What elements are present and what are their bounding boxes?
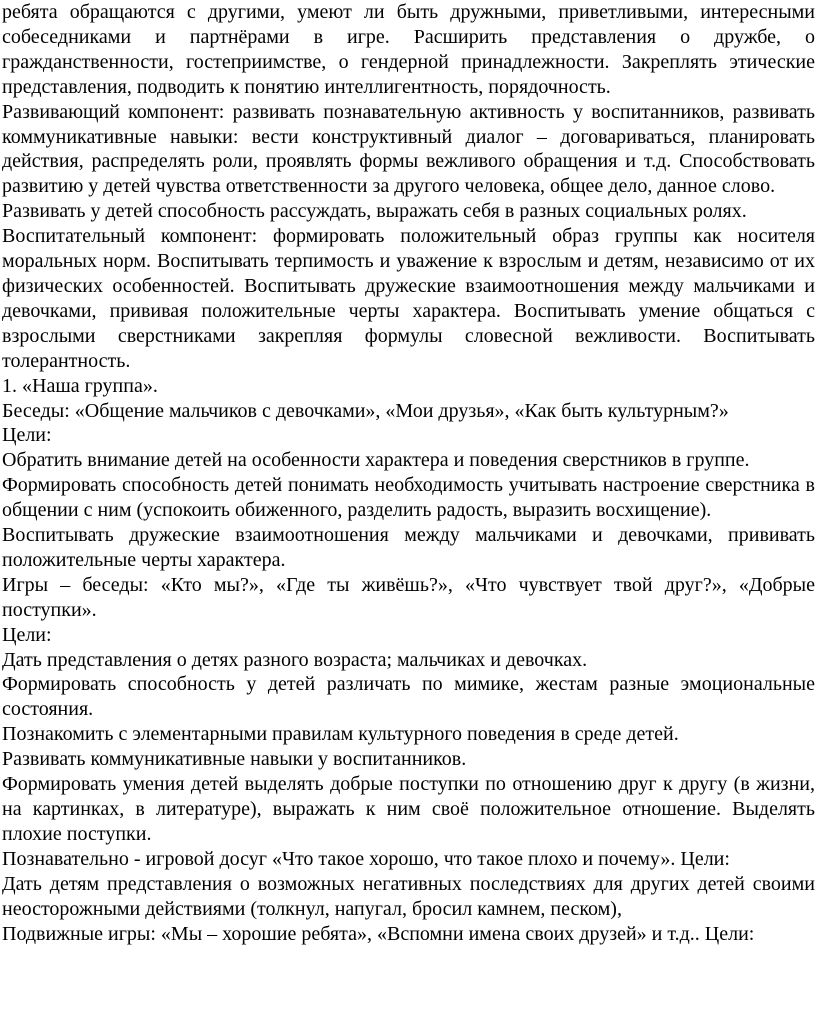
section-heading: 1. «Наша группа». (2, 374, 158, 397)
paragraph-4: Воспитательный компонент: формировать положительный образ группы как носителя моральных норм. Воспитывать терпимость и уважение к взрослым и детям, независимо от их физических особенностей. Воспитывать дружеские взаимоотношения между мальчиками и девочками, прививая положительные черты характера. Воспитывать умение общаться с взрослыми сверстниками закрепляя формулы словесной вежливости. Воспитывать толерантность. (2, 225, 815, 372)
paragraph-14: Формировать способность у детей различать по мимике, жестам разные эмоциональные состояния. (2, 673, 815, 721)
paragraph-11: Игры – беседы: «Кто мы?», «Где ты живёшь?», «Что чувствует твой друг?», «Добрые поступки». (2, 573, 815, 621)
paragraph-9: Формировать способность детей понимать необходимость учитывать настроение сверстника в общении с ним (успокоить обиженного, разделить радость, выразить восхищение). (2, 474, 815, 522)
paragraph-20: Подвижные игры: «Мы – хорошие ребята», «Вспомни имена своих друзей» и т.д.. Цели: (2, 922, 755, 945)
paragraph-8: Обратить внимание детей на особенности характера и поведения сверстников в группе. (2, 449, 750, 472)
paragraph-18: Познавательно - игровой досуг «Что такое хорошо, что такое плохо и почему». Цели: (2, 847, 730, 870)
paragraph-15: Познакомить с элементарными правилам культурного поведения в среде детей. (2, 723, 679, 746)
paragraph-10: Воспитывать дружеские взаимоотношения между мальчиками и девочками, прививать положительные черты характера. (2, 524, 815, 571)
paragraph-17: Формировать умения детей выделять добрые поступки по отношению друг к другу (в жизни, на картинках, в литературе), выражать к ним своё положительное отношение. Выделять плохие поступки. (2, 773, 815, 845)
paragraph-3: Развивать у детей способность рассуждать, выражать себя в разных социальных ролях. (2, 200, 747, 223)
paragraph-6: Беседы: «Общение мальчиков с девочками», «Мои друзья», «Как быть культурным?» (2, 399, 729, 422)
paragraph-13: Дать представления о детях разного возраста; мальчиках и девочках. (2, 648, 588, 671)
paragraph-19: Дать детям представления о возможных негативных последствиях для других детей своими неосторожными действиями (толкнул, напугал, бросил камнем, песком), (2, 872, 815, 920)
goals-label-2: Цели: (2, 623, 52, 646)
paragraph-2: Развивающий компонент: развивать познавательную активность у воспитанников, развивать коммуникативные навыки: вести конструктивный диалог – договариваться, планировать действия, распределять роли, проявлять формы вежливого обращения и т.д. Способствовать развитию у детей чувства ответственности за другого человека, общее дело, данное слово. (2, 100, 815, 198)
goals-label-1: Цели: (2, 424, 52, 447)
paragraph-16: Развивать коммуникативные навыки у воспитанников. (2, 748, 467, 771)
paragraph-1: ребята обращаются с другими, умеют ли быть дружными, приветливыми, интересными собеседниками и партнёрами в игре. Расширить представления о дружбе, о гражданственности, гостеприимстве, о гендерной принадлежности. Закреплять этические представления, подводить к понятию интеллигентность, порядочность. (2, 1, 815, 98)
